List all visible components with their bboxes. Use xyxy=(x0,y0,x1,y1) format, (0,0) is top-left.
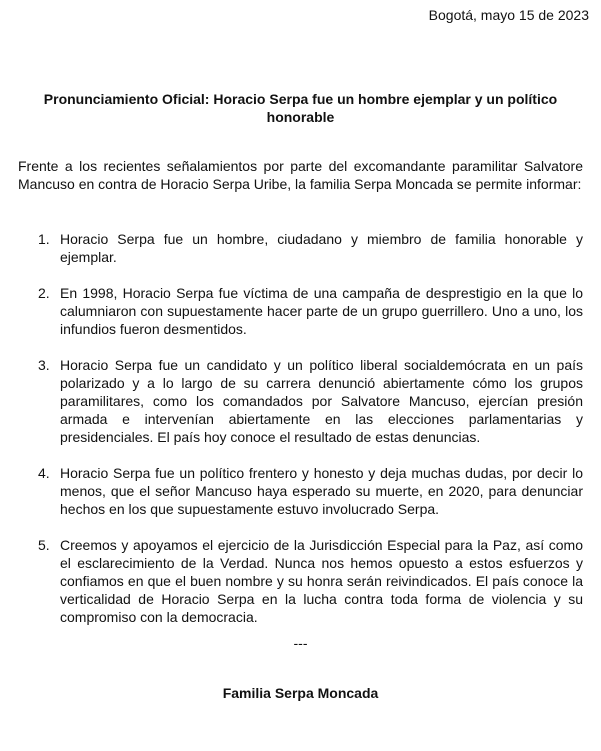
statement-point-4 xyxy=(18,464,583,518)
point-number: 1. xyxy=(38,231,50,247)
date-line: Bogotá, mayo 15 de 2023 xyxy=(428,7,589,23)
point-number: 4. xyxy=(38,465,50,481)
statement-point-2 xyxy=(18,284,583,338)
point-text: Horacio Serpa fue un candidato y un político liberal socialdemócrata en un país polarizado y a lo largo de su carrera denunció abiertamente cómo los grupos paramilitares, como los comandados por Salvatore Mancuso, ejercían presión armada e intervenían abiertamente en las elecciones parlamentarias y presidenciales. El país hoy conoce el resultado de estas denuncias. xyxy=(60,357,583,445)
intro-paragraph: Frente a los recientes señalamientos por parte del excomandante paramilitar Salvatore Mancuso en contra de Horacio Serpa Uribe, la familia Serpa Moncada se permite informar: xyxy=(18,158,583,192)
point-text: Horacio Serpa fue un hombre, ciudadano y miembro de familia honorable y ejemplar. xyxy=(60,231,583,265)
statement-point-3 xyxy=(18,356,583,446)
point-number: 2. xyxy=(38,285,50,301)
point-text: Horacio Serpa fue un político frentero y honesto y deja muchas dudas, por decir lo menos, que el señor Mancuso haya esperado su muerte, en 2020, para denunciar hechos en los que supuestamente estuvo involucrado Serpa. xyxy=(60,465,583,517)
point-number: 3. xyxy=(38,357,50,373)
statement-point-1 xyxy=(18,230,583,266)
point-text: En 1998, Horacio Serpa fue víctima de una campaña de desprestigio en la que lo calumniaron con supuestamente hacer parte de un grupo guerrillero. Uno a uno, los infundios fueron desmentidos. xyxy=(60,285,583,337)
point-text: Creemos y apoyamos el ejercicio de la Jurisdicción Especial para la Paz, así como el esclarecimiento de la Verdad. Nunca nos hemos opuesto a estos esfuerzos y confiamos en que el buen nombre y su honra serán reivindicados. El país conoce la verticalidad de Horacio Serpa en la lucha contra toda forma de violencia y su compromiso con la democracia. xyxy=(60,537,583,625)
statement-title: Pronunciamiento Oficial: Horacio Serpa fue un hombre ejemplar y un político honorable xyxy=(43,91,558,125)
point-number: 5. xyxy=(38,537,50,553)
statement-point-5 xyxy=(18,536,583,626)
signature: Familia Serpa Moncada xyxy=(222,685,379,701)
separator: --- xyxy=(293,635,308,651)
statement-points-list xyxy=(18,230,583,644)
